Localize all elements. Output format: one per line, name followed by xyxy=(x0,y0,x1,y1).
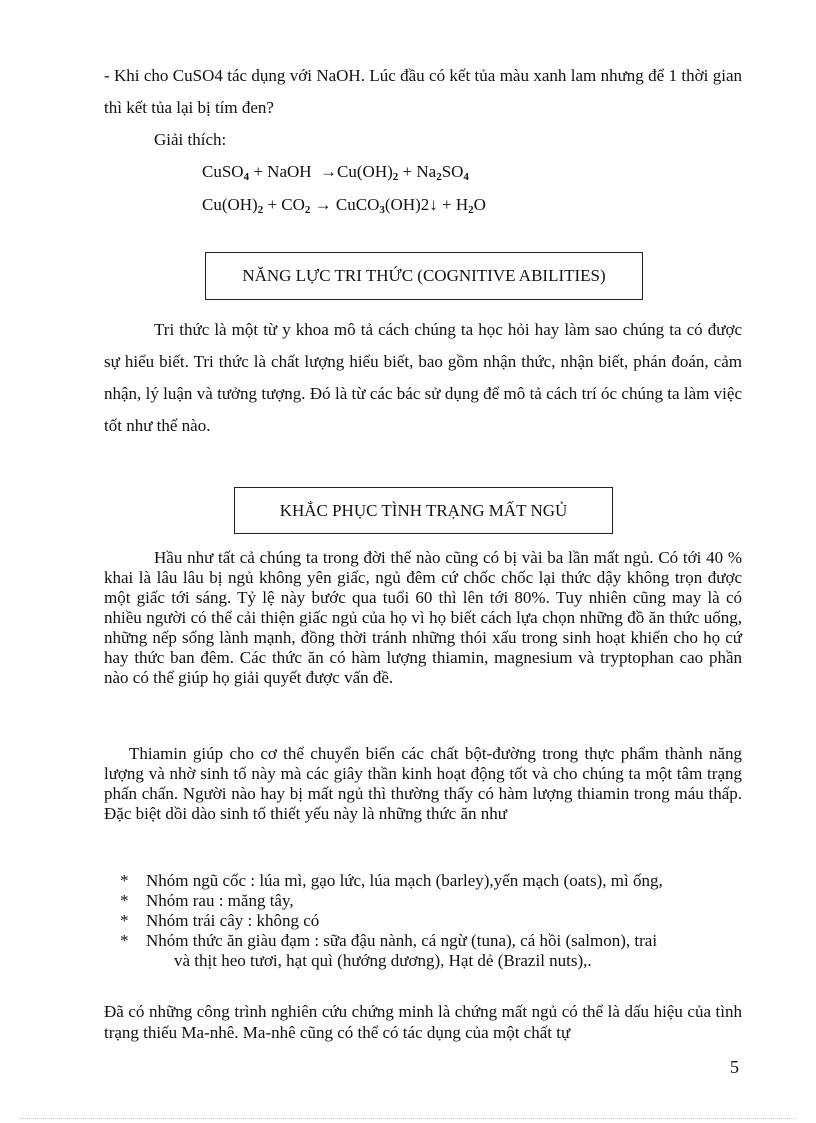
formula-text: SO xyxy=(441,162,464,181)
formula-text: CuSO xyxy=(202,162,244,181)
equation-1 xyxy=(202,157,469,192)
food-group-list xyxy=(120,871,742,971)
subscript: 2 xyxy=(468,204,474,216)
intro-question: - Khi cho CuSO4 tác dụng với NaOH. Lúc đầu có kết tủa màu xanh lam nhưng để 1 thời gian thì kết tủa lại bị tím đen? xyxy=(104,66,742,117)
bullet-icon: * xyxy=(120,871,129,890)
subscript: 2 xyxy=(392,171,399,183)
subscript: 4 xyxy=(463,171,469,183)
subscript: 2 xyxy=(436,171,442,183)
heading-1-text: NĂNG LỰC TRI THỨC (COGNITIVE ABILITIES) xyxy=(242,266,606,285)
formula-text: Cu(OH) xyxy=(202,195,258,214)
list-item-text: Nhóm rau : măng tây, xyxy=(146,891,294,910)
heading-2-text: KHẮC PHỤC TÌNH TRẠNG MẤT NGỦ xyxy=(279,500,568,520)
list-item xyxy=(120,891,742,911)
list-item xyxy=(120,931,742,951)
explanation-label: Giải thích: xyxy=(154,130,227,149)
heading-cognitive-abilities xyxy=(205,252,643,300)
list-item-continuation: và thịt heo tươi, hạt quì (hướng dương), Hạt dẻ (Brazil nuts),. xyxy=(174,951,592,970)
formula-text: O xyxy=(473,195,486,214)
list-item-text: Nhóm ngũ cốc : lúa mì, gạo lức, lúa mạch (barley),yến mạch (oats), mì ống, xyxy=(146,871,663,890)
list-item-text: Nhóm thức ăn giàu đạm : sữa đậu nành, cá ngừ (tuna), cá hồi (salmon), trai xyxy=(146,931,658,950)
formula-text: + CO xyxy=(263,195,305,214)
list-item xyxy=(120,911,742,931)
formula-text: + Na xyxy=(398,162,437,181)
list-item-text: Nhóm trái cây : không có xyxy=(146,911,320,930)
subscript: 2 xyxy=(257,204,264,216)
subscript: 3 xyxy=(379,204,385,216)
heading-insomnia xyxy=(234,487,613,534)
page-bottom-divider xyxy=(20,1118,796,1119)
list-item xyxy=(120,871,742,891)
paragraph-cognitive: Tri thức là một từ y khoa mô tả cách chúng ta học hỏi hay làm sao chúng ta có được sự hiểu biết. Tri thức là chất lượng hiểu biết, bao gồm nhận thức, nhận biết, phán đoán, cảm nhận, lý luận và tưởng tượng. Đó là từ các bác sử dụng để mô tả cách trí óc chúng ta làm việc tốt như thế nào. xyxy=(104,320,742,435)
paragraph-thiamin: Thiamin giúp cho cơ thể chuyển biến các chất bột-đường trong thực phẩm thành năng lượng và nhờ sinh tố này mà các giây thần kinh hoạt động tốt và cho chúng ta một tâm trạng phấn chấn. Người nào hay bị mất ngủ thì thường thấy có hàm lượng thiamin trong máu thấp. Đặc biệt dồi dào sinh tố thiết yếu này là những thức ăn như xyxy=(104,744,742,823)
paragraph-magnesium: Đã có những công trình nghiên cứu chứng minh là chứng mất ngủ có thể là dấu hiệu của tình trạng thiếu Ma-nhê. Ma-nhê cũng có thể có tác dụng của một chất tự xyxy=(104,1002,742,1042)
formula-text: + NaOH →Cu(OH) xyxy=(249,162,393,181)
bullet-icon: * xyxy=(120,891,129,910)
formula-text: → CuCO xyxy=(310,195,380,214)
page-number: 5 xyxy=(730,1057,739,1077)
subscript: 4 xyxy=(243,171,250,183)
bullet-icon: * xyxy=(120,931,129,950)
subscript: 2 xyxy=(304,204,311,216)
equation-2 xyxy=(202,190,486,225)
formula-text: (OH)2↓ + H xyxy=(384,195,469,214)
bullet-icon: * xyxy=(120,911,129,930)
paragraph-insomnia: Hầu như tất cả chúng ta trong đời thế nào cũng có bị vài ba lần mất ngủ. Có tới 40 % khai là lâu lâu bị ngủ không yên giấc, ngủ đêm cứ chốc chốc lại thức dậy không trọn được một giấc tới sáng. Tỷ lệ này bước qua tuổi 60 thì lên tới 80%. Tuy nhiên cũng may là có nhiều người có thể cải thiện giấc ngủ của họ vì họ biết cách lựa chọn những đồ ăn thức uống, những nếp sống lành mạnh, đồng thời tránh những thói xấu trong sinh hoạt khiến cho họ cứ hay thức ban đêm. Các thức ăn có hàm lượng thiamin, magnesium và tryptophan cao phần nào có thể giúp họ giải quyết được vấn đề. xyxy=(104,548,742,687)
